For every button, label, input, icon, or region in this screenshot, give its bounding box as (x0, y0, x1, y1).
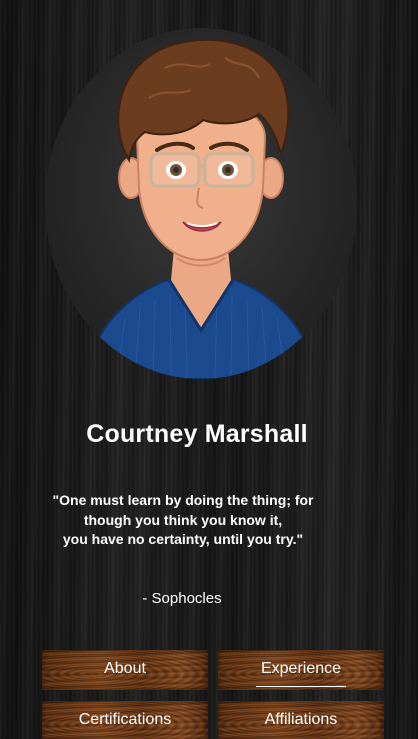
experience-button[interactable] (218, 650, 384, 690)
certifications-button-label: Certifications (78, 710, 172, 728)
profile-avatar (45, 28, 357, 379)
quote-author: - Sophocles (142, 590, 222, 607)
profile-quote (30, 491, 336, 550)
profile-name: Courtney Marshall (86, 420, 308, 448)
experience-button-label: Experience (261, 660, 341, 681)
quote-line: "One must learn by doing the thing; for (52, 492, 314, 508)
affiliations-button-label: Affiliations (264, 710, 338, 728)
certifications-button[interactable] (42, 701, 208, 739)
about-button-label: About (104, 659, 146, 677)
about-button[interactable] (42, 650, 208, 690)
affiliations-button[interactable] (218, 701, 384, 739)
quote-line: though you think you know it, (83, 511, 283, 528)
quote-line: you have no certainty, until you try." (62, 531, 304, 547)
